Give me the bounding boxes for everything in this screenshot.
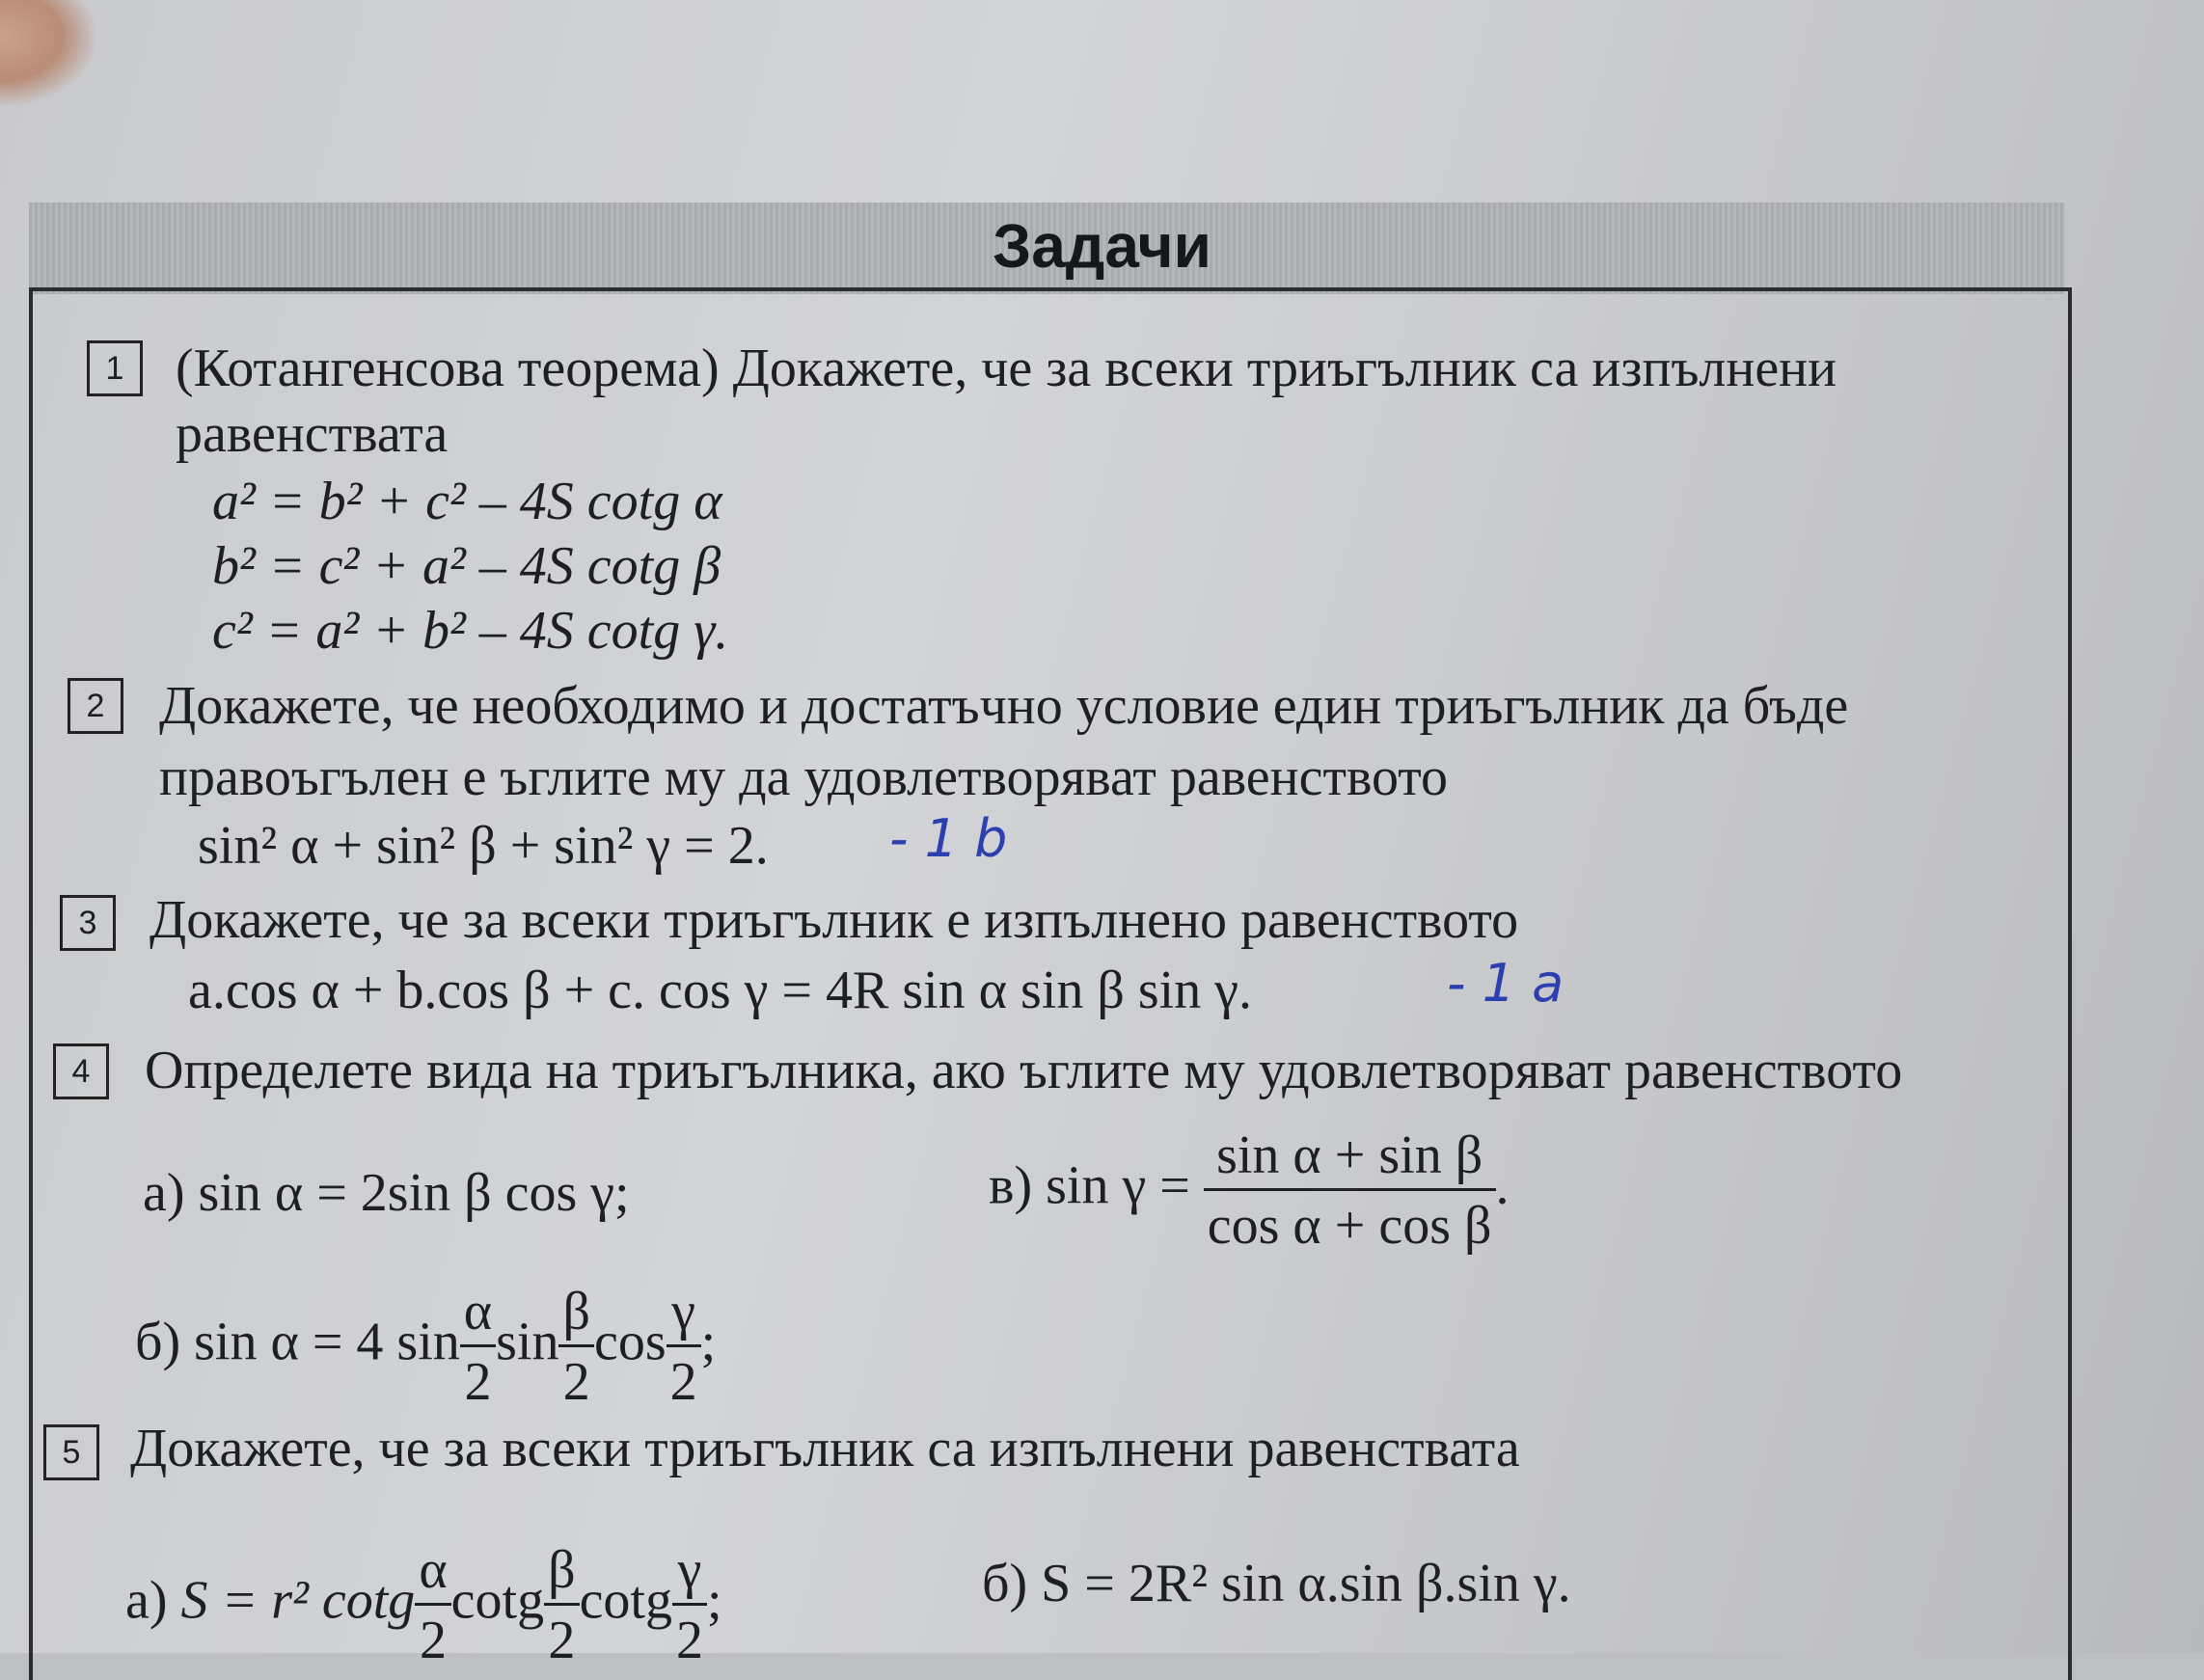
part-v (989, 1125, 1510, 1256)
formula-lhs: sin γ = (1046, 1155, 1190, 1216)
part-a (143, 1162, 630, 1224)
fraction (558, 1282, 594, 1412)
formula-part: sin (496, 1312, 559, 1372)
numerator: γ (667, 1285, 701, 1347)
numerator: β (558, 1285, 594, 1347)
numerator: sin α + sin β (1204, 1128, 1496, 1191)
denominator: 2 (464, 1352, 492, 1412)
numerator: γ (672, 1543, 707, 1606)
part-label: б) (135, 1312, 181, 1372)
numerator: β (544, 1543, 580, 1606)
problem-number: 4 (53, 1043, 109, 1099)
denominator: 2 (562, 1352, 590, 1412)
part-b (135, 1282, 717, 1412)
formula-part: cos (593, 1312, 667, 1372)
formula-lhs: sin α = 4 sin (194, 1312, 460, 1372)
part-label: б) (982, 1554, 1028, 1613)
denominator: 2 (548, 1611, 576, 1670)
problem-text: равенствата (176, 404, 449, 464)
part-a (125, 1540, 722, 1670)
formula-end: ; (700, 1312, 717, 1372)
problem-text: Докажете, че необходимо и достатъчно условие един триъгълник да бъде (159, 676, 1849, 736)
problem-text: Определете вида на триъгълника, ако ъглите му удовлетворяват равенството (145, 1041, 1903, 1100)
formula-end: . (1495, 1155, 1510, 1216)
problem-text: (Котангенсова теорема) Докажете, че за всеки триъгълник са изпълнени (176, 339, 1837, 398)
denominator: 2 (669, 1352, 697, 1412)
problem-text: Докажете, че за всеки триъгълник е изпълнено равенството (150, 890, 1519, 950)
denominator: cos α + cos β (1207, 1196, 1492, 1256)
formula: sin α = 2sin β cos γ; (198, 1163, 630, 1223)
numerator: α (415, 1543, 450, 1606)
fraction (415, 1540, 450, 1670)
bleed-through-text (39, 19, 2146, 48)
handwritten-note: - 1 b (889, 808, 1008, 869)
formula: a² = b² + c² – 4S cotg α (212, 472, 722, 531)
fraction (544, 1540, 580, 1670)
problem-number: 1 (87, 340, 143, 396)
finger-shadow (0, 0, 96, 106)
formula-part: cotg (450, 1570, 545, 1631)
denominator: 2 (419, 1611, 447, 1670)
formula-part: cotg (579, 1570, 672, 1631)
part-b (982, 1553, 1571, 1614)
formula: S = 2R² sin α.sin β.sin γ. (1041, 1554, 1571, 1613)
part-label: а) (143, 1163, 185, 1223)
formula: c² = a² + b² – 4S cotg γ. (212, 601, 729, 661)
formula: a.cos α + b.cos β + c. cos γ = 4R sin α sin β sin γ. (188, 961, 1252, 1020)
denominator: 2 (676, 1611, 703, 1670)
handwritten-note: - 1 a (1447, 953, 1565, 1014)
formula: b² = c² + a² – 4S cotg β (212, 536, 721, 596)
fraction (672, 1540, 707, 1670)
part-label: а) (125, 1570, 168, 1631)
fraction (1204, 1125, 1496, 1256)
section-title: Задачи (993, 211, 1211, 281)
formula-end: ; (707, 1570, 722, 1631)
numerator: α (460, 1285, 496, 1347)
fraction (460, 1282, 496, 1412)
problem-number: 3 (60, 895, 116, 951)
fraction (667, 1282, 701, 1412)
problem-text: Докажете, че за всеки триъгълник са изпълнени равенствата (130, 1419, 1520, 1478)
formula-lhs: S = r² cotg (180, 1570, 416, 1631)
problem-number: 2 (68, 678, 123, 734)
problem-number: 5 (43, 1424, 99, 1480)
part-label: в) (989, 1155, 1033, 1216)
problem-text: правоъгълен е ъглите му да удовлетворяват равенството (159, 747, 1449, 807)
formula: sin² α + sin² β + sin² γ = 2. (198, 816, 769, 876)
